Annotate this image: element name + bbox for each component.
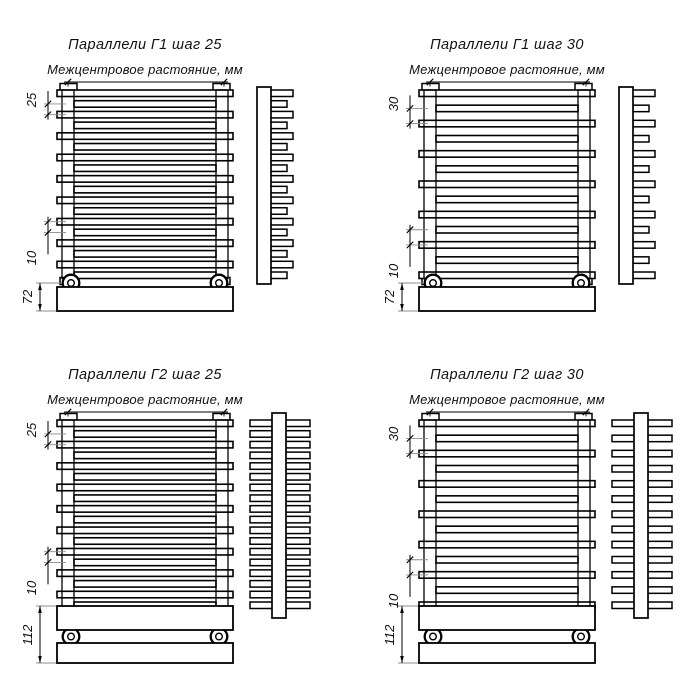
- center-distance-label: Межцентровое растояние, мм: [409, 392, 605, 407]
- gap-dimension-label: 10: [23, 581, 39, 596]
- step-dimension-label: 30: [385, 427, 401, 442]
- step-dimension-label: 25: [23, 92, 39, 108]
- height-dimension-label: 112: [19, 624, 35, 646]
- height-dimension-label: 72: [19, 289, 35, 305]
- gap-dimension-label: 10: [385, 263, 401, 279]
- step-dimension-label: 30: [385, 97, 401, 112]
- center-distance-label: Межцентровое растояние, мм: [47, 392, 243, 407]
- gap-dimension-label: 10: [23, 251, 39, 266]
- height-dimension-label: 112: [381, 624, 397, 646]
- panel-title: Параллели Г1 шаг 30: [430, 37, 584, 53]
- center-distance-label: Межцентровое растояние, мм: [409, 62, 605, 77]
- front-view: [419, 84, 595, 285]
- panel-title: Параллели Г1 шаг 25: [68, 37, 222, 53]
- panel-title: Параллели Г2 шаг 25: [68, 367, 222, 383]
- panel-g2-step-25: [0, 330, 345, 680]
- step-dimension-label: 25: [23, 422, 39, 438]
- panel-g2-step-30: [362, 330, 700, 680]
- front-view: [57, 414, 233, 615]
- panel-g1-step-30: [362, 0, 700, 350]
- bottom-view: [57, 275, 233, 311]
- gap-dimension-label: 10: [385, 593, 401, 609]
- side-view: [250, 413, 310, 618]
- bottom-view: [419, 275, 595, 311]
- height-dimension-label: 72: [381, 289, 397, 305]
- panel-title: Параллели Г2 шаг 30: [430, 367, 584, 383]
- side-view: [612, 413, 672, 618]
- front-view: [57, 84, 233, 285]
- panel-g1-step-25: [0, 0, 345, 350]
- side-view: [257, 87, 293, 284]
- bottom-view: [419, 606, 595, 663]
- center-distance-label: Межцентровое растояние, мм: [47, 62, 243, 77]
- side-view: [619, 87, 655, 284]
- front-view: [419, 414, 595, 615]
- bottom-view: [57, 606, 233, 663]
